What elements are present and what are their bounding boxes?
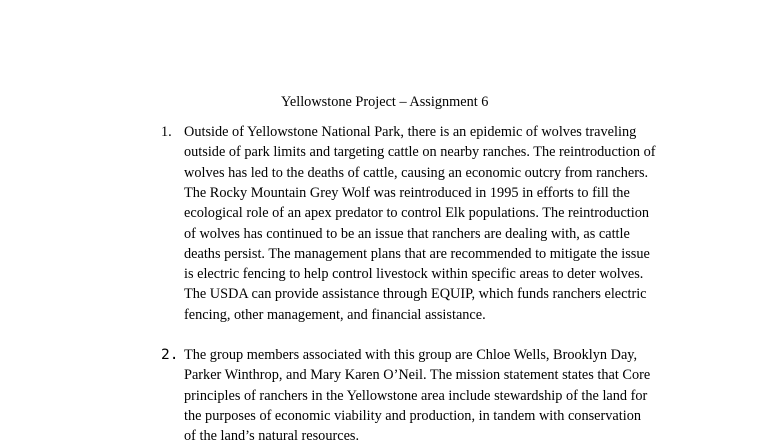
paragraph-line: The group members associated with this group are Chloe Wells, Brooklyn Day, — [184, 347, 638, 363]
paragraph-line: Parker Winthrop, and Mary Karen O’Neil. The mission statement states that Core — [184, 367, 651, 384]
paragraph-line: wolves has led to the deaths of cattle, causing an economic outcry from ranchers. — [184, 164, 649, 181]
paragraph-line: the purposes of economic viability and production, in tandem with conservation — [184, 407, 641, 424]
paragraph-line: The USDA can provide assistance through EQUIP, which funds ranchers electric — [184, 286, 647, 303]
paragraph-line: The Rocky Mountain Grey Wolf was reintroduced in 1995 in efforts to fill the — [184, 184, 630, 201]
paragraph-line: principles of ranchers in the Yellowstone area include stewardship of the land for — [184, 387, 648, 404]
paragraph-line: ecological role of an apex predator to control Elk populations. The reintroduction — [184, 205, 650, 222]
paragraph-line: is electric fencing to help control livestock within specific areas to deter wolves. — [184, 266, 644, 283]
list-item-number: 2. — [161, 347, 179, 363]
paragraph-line: of the land’s natural resources. — [184, 428, 360, 445]
paragraph-line: outside of park limits and targeting cattle on nearby ranches. The reintroduction of — [184, 144, 656, 161]
list-item-number: 1. — [161, 124, 172, 140]
paragraph-line: of wolves has continued to be an issue that ranchers are dealing with, as cattle — [184, 225, 630, 242]
document-title: Yellowstone Project – Assignment 6 — [281, 94, 489, 110]
paragraph-line: fencing, other management, and financial assistance. — [184, 306, 486, 323]
paragraph-line: Outside of Yellowstone National Park, there is an epidemic of wolves traveling — [184, 124, 637, 140]
paragraph-line: deaths persist. The management plans that are recommended to mitigate the issue — [184, 245, 650, 262]
